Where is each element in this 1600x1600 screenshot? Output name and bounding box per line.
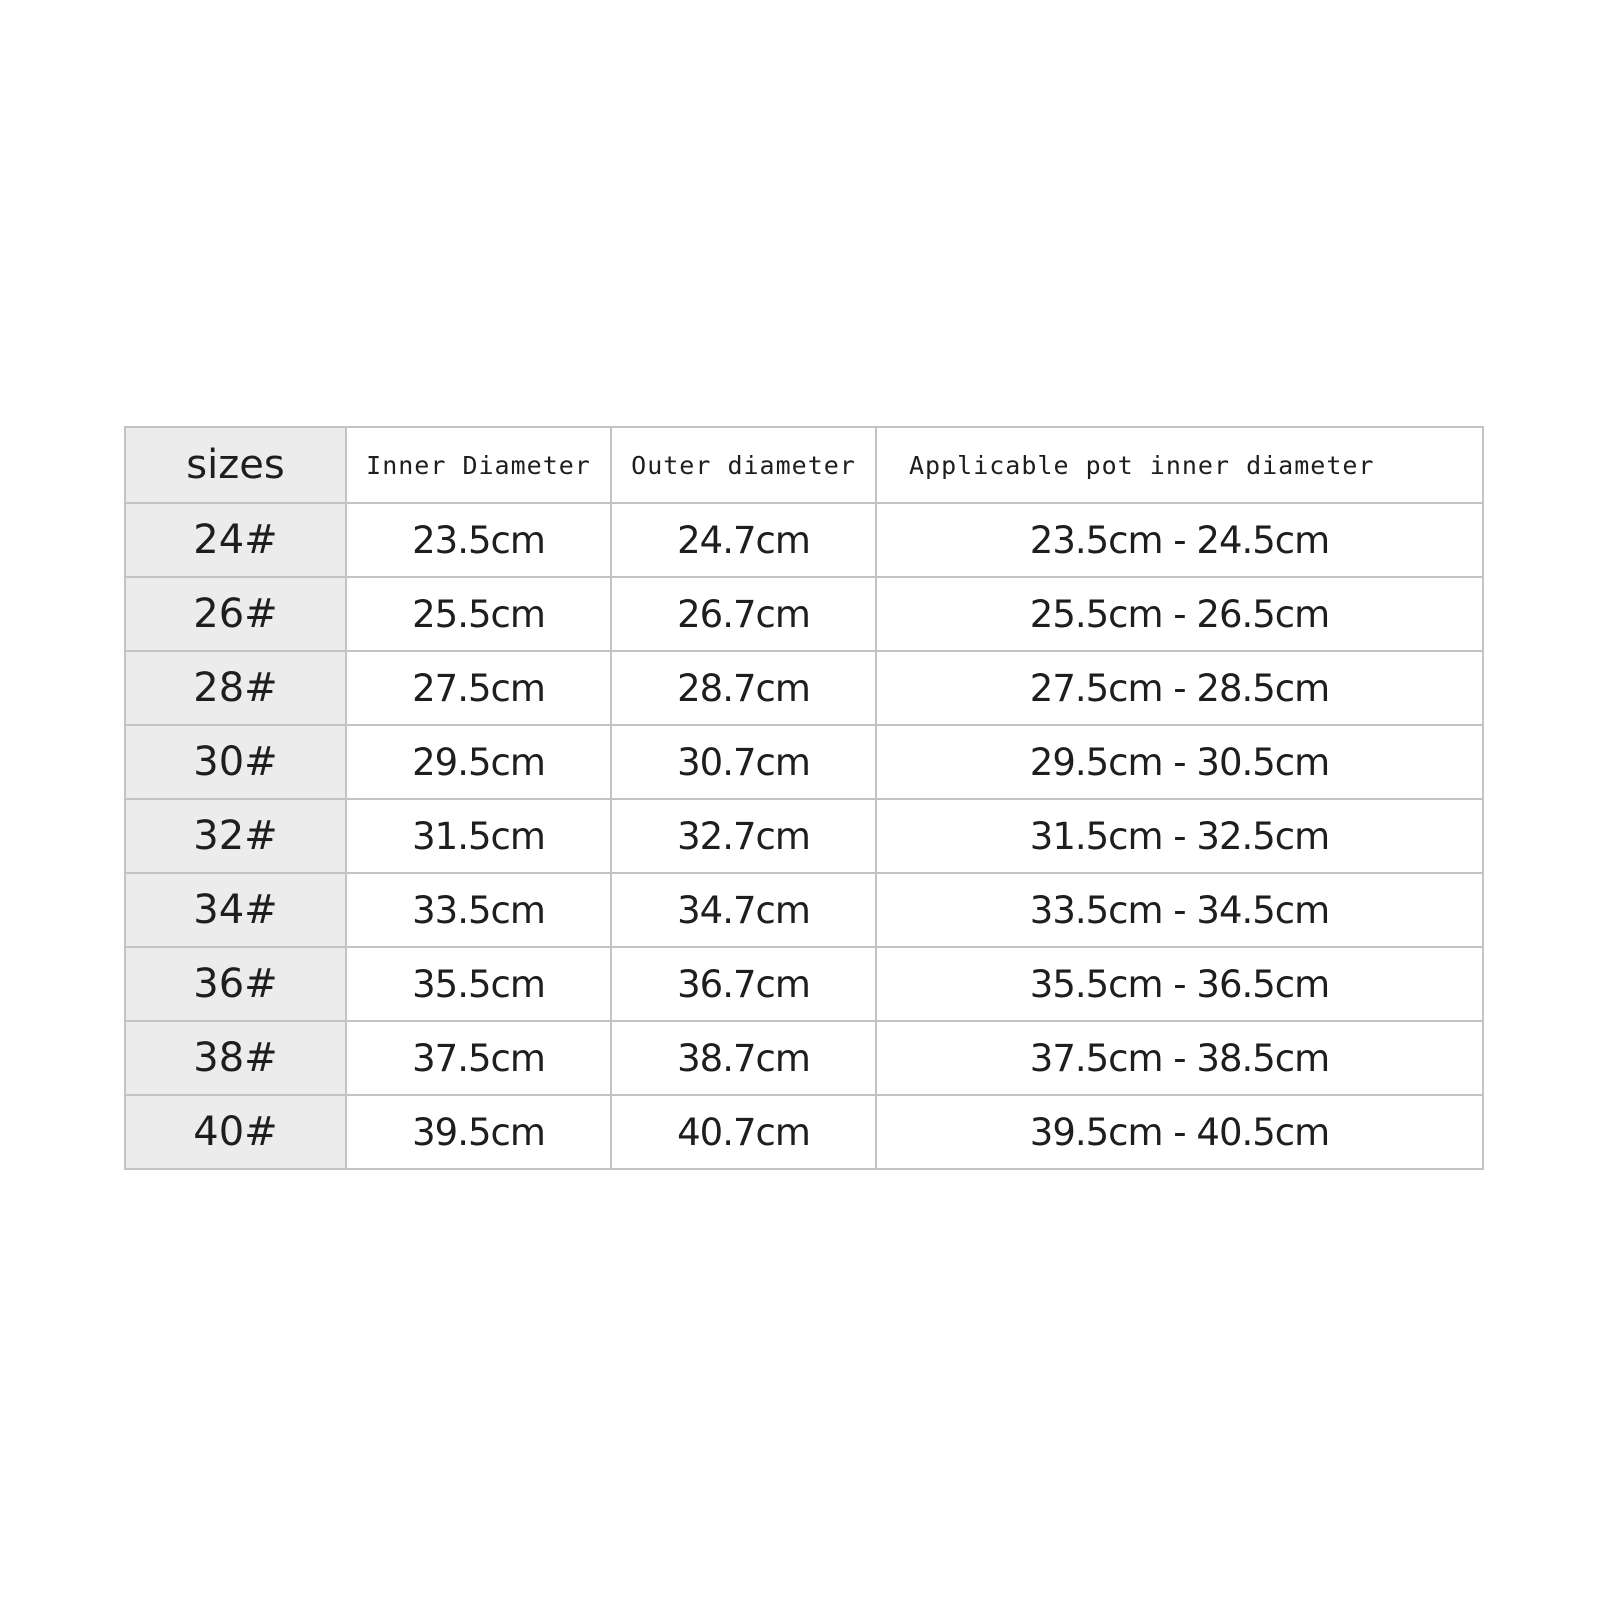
inner-diameter-cell: 35.5cm [346, 947, 611, 1021]
size-cell: 24# [125, 503, 346, 577]
size-cell: 28# [125, 651, 346, 725]
inner-diameter-cell: 23.5cm [346, 503, 611, 577]
size-cell: 26# [125, 577, 346, 651]
size-cell: 38# [125, 1021, 346, 1095]
pot-range-cell: 25.5cm - 26.5cm [876, 577, 1483, 651]
table-row [125, 1021, 1483, 1095]
size-cell: 30# [125, 725, 346, 799]
table-row [125, 725, 1483, 799]
table-row [125, 1095, 1483, 1169]
pot-range-cell: 23.5cm - 24.5cm [876, 503, 1483, 577]
size-cell: 32# [125, 799, 346, 873]
inner-diameter-cell: 29.5cm [346, 725, 611, 799]
header-pot-inner-diameter: Applicable pot inner diameter [876, 427, 1483, 503]
pot-range-cell: 39.5cm - 40.5cm [876, 1095, 1483, 1169]
table-row [125, 873, 1483, 947]
table-row [125, 947, 1483, 1021]
inner-diameter-cell: 25.5cm [346, 577, 611, 651]
size-cell: 36# [125, 947, 346, 1021]
outer-diameter-cell: 24.7cm [611, 503, 876, 577]
inner-diameter-cell: 31.5cm [346, 799, 611, 873]
inner-diameter-cell: 33.5cm [346, 873, 611, 947]
outer-diameter-cell: 34.7cm [611, 873, 876, 947]
pot-range-cell: 27.5cm - 28.5cm [876, 651, 1483, 725]
outer-diameter-cell: 38.7cm [611, 1021, 876, 1095]
pot-range-cell: 31.5cm - 32.5cm [876, 799, 1483, 873]
size-cell: 40# [125, 1095, 346, 1169]
outer-diameter-cell: 40.7cm [611, 1095, 876, 1169]
inner-diameter-cell: 27.5cm [346, 651, 611, 725]
table-row [125, 577, 1483, 651]
outer-diameter-cell: 30.7cm [611, 725, 876, 799]
pot-range-cell: 35.5cm - 36.5cm [876, 947, 1483, 1021]
outer-diameter-cell: 36.7cm [611, 947, 876, 1021]
table-row [125, 799, 1483, 873]
table-row [125, 651, 1483, 725]
table-row [125, 503, 1483, 577]
pot-range-cell: 33.5cm - 34.5cm [876, 873, 1483, 947]
pot-range-cell: 29.5cm - 30.5cm [876, 725, 1483, 799]
size-cell: 34# [125, 873, 346, 947]
size-table [124, 426, 1484, 1170]
outer-diameter-cell: 26.7cm [611, 577, 876, 651]
inner-diameter-cell: 39.5cm [346, 1095, 611, 1169]
pot-range-cell: 37.5cm - 38.5cm [876, 1021, 1483, 1095]
header-inner-diameter: Inner Diameter [346, 427, 611, 503]
inner-diameter-cell: 37.5cm [346, 1021, 611, 1095]
header-row [125, 427, 1483, 503]
outer-diameter-cell: 32.7cm [611, 799, 876, 873]
outer-diameter-cell: 28.7cm [611, 651, 876, 725]
header-outer-diameter: Outer diameter [611, 427, 876, 503]
header-sizes: sizes [125, 427, 346, 503]
